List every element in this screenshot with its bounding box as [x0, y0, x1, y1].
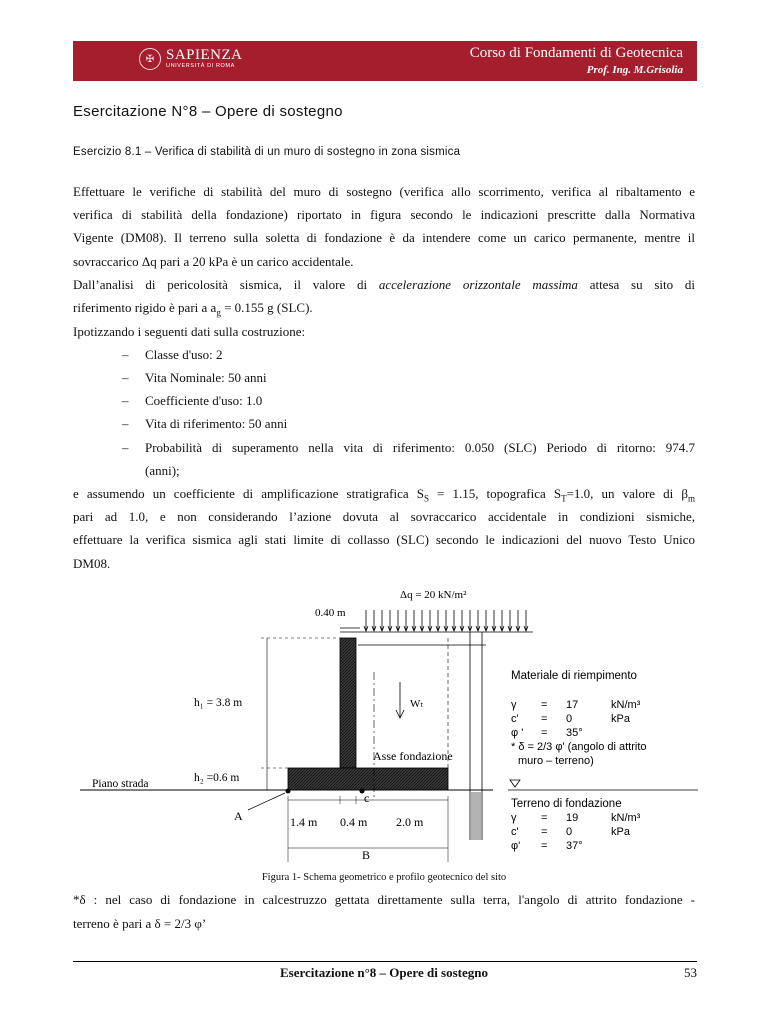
soil-val: 19 — [566, 812, 579, 824]
list-item: – — [122, 440, 129, 455]
point-a-marker — [286, 789, 291, 794]
footer-divider — [73, 961, 697, 962]
soil-eq: = — [541, 840, 548, 852]
weight-label: Wₜ — [410, 698, 424, 710]
exercise-subtitle: Esercizio 8.1 – Verifica di stabilità di un muro di sostegno in zona sismica — [73, 146, 461, 158]
load-arrow-icon — [436, 610, 440, 631]
load-arrow-icon — [524, 610, 528, 631]
load-arrow-icon — [412, 610, 416, 631]
h1-label: h₁ = 3.8 m — [194, 697, 243, 709]
fill-unit: kN/m³ — [611, 699, 641, 711]
fill-val: 17 — [566, 699, 579, 711]
load-arrow-icon — [516, 610, 520, 631]
foundation-axis-label: Asse fondazione — [373, 749, 453, 763]
load-arrow-icon — [476, 610, 480, 631]
wall-width-label: 0.40 m — [315, 607, 346, 619]
soil-properties — [511, 812, 641, 852]
footer-title: Esercitazione n°8 – Opere di sostegno — [279, 965, 488, 980]
list-item-text: (anni); — [145, 463, 180, 478]
load-arrow-icon — [460, 610, 464, 631]
fill-sym: γ — [511, 699, 517, 711]
load-arrow-icon — [388, 610, 392, 631]
level-marker-icon — [510, 780, 520, 787]
fill-sym: c' — [511, 713, 519, 725]
load-arrow-icon — [396, 610, 400, 631]
fill-title: Materiale di riempimento — [511, 670, 637, 682]
point-c-label: c — [364, 791, 370, 805]
soil-sym: φ' — [511, 840, 521, 852]
load-label: Δq = 20 kN/m² — [400, 589, 467, 601]
logo-sub: UNIVERSITÀ DI ROMA — [166, 63, 235, 70]
retaining-wall-figure — [78, 582, 698, 872]
paragraph-line: Effettuare le verifiche di stabilità del muro di sostegno (verifica allo scorrimento, verifica al ribaltamento e — [73, 184, 695, 199]
load-arrow-icon — [500, 610, 504, 631]
fill-eq: = — [541, 699, 548, 711]
load-arrow-icon — [444, 610, 448, 631]
paragraph-line: Ipotizzando i seguenti dati sulla costruzione: — [73, 324, 306, 339]
soil-eq: = — [541, 826, 548, 838]
paragraph-line: sovraccarico Δq pari a 20 kPa è un carico accidentale. — [73, 254, 354, 269]
university-logo — [139, 48, 243, 70]
load-arrow-icon — [404, 610, 408, 631]
fill-val: 0 — [566, 713, 573, 725]
figure-caption: Figura 1- Schema geometrico e profilo geotecnico del sito — [261, 872, 507, 883]
paragraph-line: verifica di stabilità della fondazione) riportato in figura secondo le indicazioni prescritte dalla Normativa — [73, 207, 695, 222]
dim-1-label: 1.4 m — [290, 815, 318, 829]
load-arrow-icon — [508, 610, 512, 631]
soil-sym: c' — [511, 826, 519, 838]
soil-eq: = — [541, 812, 548, 824]
fill-eq: = — [541, 727, 548, 739]
load-arrows — [340, 610, 533, 632]
fill-eq: = — [541, 713, 548, 725]
dim-3-label: 2.0 m — [396, 815, 424, 829]
fill-sym: φ ' — [511, 727, 524, 739]
list-item-text: Probabilità di superamento nella vita di riferimento: 0.050 (SLC) Periodo di ritorno: 974.7 — [145, 440, 695, 455]
soil-val: 0 — [566, 826, 573, 838]
soil-sym: γ — [511, 812, 517, 824]
delta-note: muro – terreno) — [518, 755, 594, 767]
header-banner — [73, 41, 697, 81]
load-arrow-icon — [492, 610, 496, 631]
wall-footing — [288, 768, 448, 790]
fill-properties — [511, 699, 647, 767]
dim-b-label: B — [362, 848, 371, 862]
road-label: Piano strada — [92, 778, 149, 790]
footnote-line: *δ : nel caso di fondazione in calcestruzzo gettata direttamente sulla terra, l'angolo di attrito fondazione - — [73, 892, 695, 907]
paragraph-line: Dall’analisi di pericolosità sismica, il valore di accelerazione orizzontale massima attesa su sito di — [73, 277, 696, 292]
dim-2-label: 0.4 m — [340, 815, 368, 829]
load-arrow-icon — [372, 610, 376, 631]
professor-name: Prof. Ing. M.Grisolia — [586, 64, 683, 76]
load-arrow-icon — [428, 610, 432, 631]
soil-val: 37° — [566, 840, 583, 852]
soil-unit: kN/m³ — [611, 812, 641, 824]
list-item: – Coefficiente d'uso: 1.0 — [122, 393, 263, 408]
load-arrow-icon — [364, 610, 368, 631]
course-title: Corso di Fondamenti di Geotecnica — [469, 45, 683, 61]
soil-title: Terreno di fondazione — [511, 798, 622, 810]
page-title: Esercitazione N°8 – Opere di sostegno — [73, 103, 343, 120]
load-arrow-icon — [452, 610, 456, 631]
footnote-line: terreno è pari a δ = 2/3 φ’ — [73, 916, 207, 931]
load-arrow-icon — [484, 610, 488, 631]
paragraph-line: riferimento rigido è pari a $a_g = 0.155$ g (SLC). — [73, 300, 313, 318]
paragraph-line: Vigente (DM08). Il terreno sulla soletta di fondazione è da intendere come un carico permanente, mentre il — [73, 230, 695, 245]
list-item: – Vita Nominale: 50 anni — [122, 370, 267, 385]
soil-profile-hatch — [472, 792, 480, 840]
list-item: – Classe d'uso: 2 — [122, 347, 223, 362]
paragraph-line: e assumendo un coefficiente di amplificazione stratigrafica $S_S = 1.15$, topografica $S_T=1.0$, un valore di $\beta_m$ — [73, 486, 695, 504]
soil-unit: kPa — [611, 826, 630, 838]
h2-label: h₂ =0.6 m — [194, 772, 240, 784]
list-item: – Vita di riferimento: 50 anni — [122, 416, 288, 431]
paragraph-line: DM08. — [73, 556, 111, 571]
load-arrow-icon — [468, 610, 472, 631]
fill-val: 35° — [566, 727, 583, 739]
logo-main: SAPIENZA — [166, 47, 243, 64]
delta-note: * δ = 2/3 φ' (angolo di attrito — [511, 741, 647, 753]
point-a-label: A — [234, 809, 243, 823]
fill-unit: kPa — [611, 713, 630, 725]
load-arrow-icon — [380, 610, 384, 631]
paragraph-line: pari ad 1.0, e non considerando l’azione dovuta al sovraccarico accidentale in condizioni sismiche, — [73, 509, 695, 524]
paragraph-line: effettuare la verifica sismica agli stati limite di collasso (SLC) secondo le indicazioni del nuovo Testo Unico — [73, 532, 695, 547]
seal-icon: ✠ — [139, 48, 161, 70]
load-arrow-icon — [420, 610, 424, 631]
page-number: 53 — [684, 965, 697, 980]
wall-stem — [340, 638, 356, 768]
